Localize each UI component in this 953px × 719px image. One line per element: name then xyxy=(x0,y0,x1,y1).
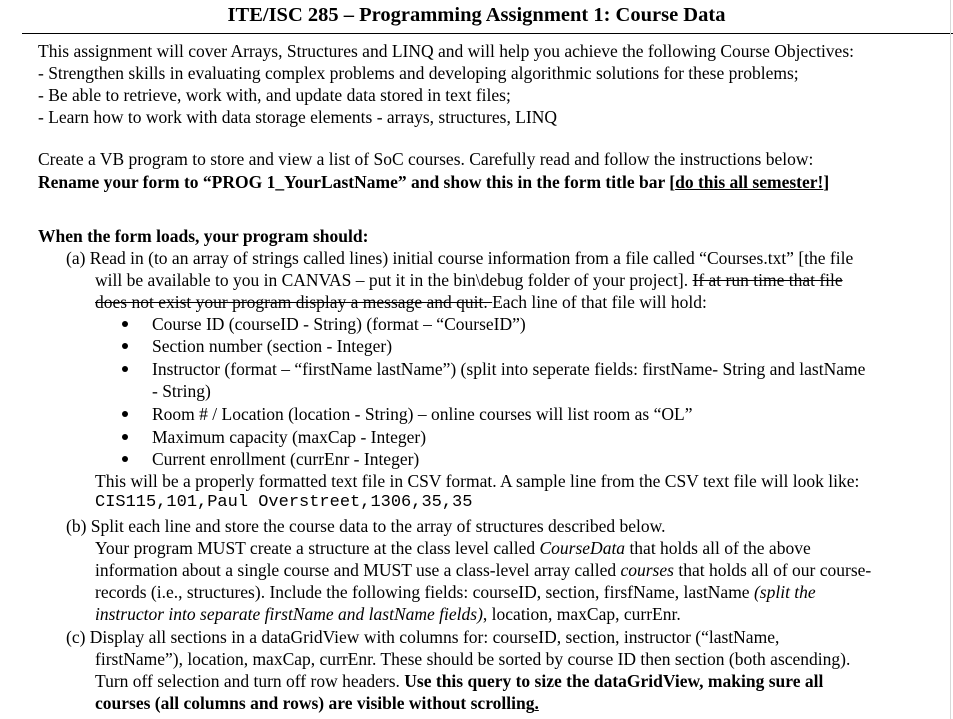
bullet-dot xyxy=(122,456,128,462)
item-b-line-1: (b) Split each line and store the course data to the array of structures described below. xyxy=(66,516,666,536)
item-b-line-5-italic: instructor into separate firstName and lastName fields) xyxy=(95,604,483,624)
bullet-curr-enr: Current enrollment (currEnr - Integer) xyxy=(152,449,420,469)
intro-line-2: - Strengthen skills in evaluating complex problems and developing algorithmic solutions for these problems; xyxy=(38,63,799,83)
item-a-line-2-text: will be available to you in CANVAS – put it in the bin\debug folder of your project]. xyxy=(95,270,693,290)
item-a-struck-1: If at run time that file xyxy=(692,270,843,290)
item-b-line-5 xyxy=(95,603,681,625)
item-a-struck-2: does not exist your program display a message and quit. xyxy=(95,292,493,312)
item-a-line-3-text: Each line of that file will hold: xyxy=(492,292,707,312)
title-rule xyxy=(22,33,953,34)
bullet-dot xyxy=(122,434,128,440)
item-a-line-1: (a) Read in (to an array of strings called lines) initial course information from a file called “Courses.txt” [the file xyxy=(66,248,854,268)
array-name: courses xyxy=(620,560,674,580)
item-b-line-4-italic: (split the xyxy=(753,582,816,602)
bullet-max-cap: Maximum capacity (maxCap - Integer) xyxy=(152,427,427,447)
item-b-line-5-text: , location, maxCap, currEnr. xyxy=(482,604,681,624)
intro-line-3: - Be able to retrieve, work with, and update data stored in text files; xyxy=(38,85,511,105)
item-c-line-1: (c) Display all sections in a dataGridView with columns for: courseID, section, instructor (“lastName, xyxy=(66,627,780,647)
bullet-course-id: Course ID (courseID - String) (format – “CourseID”) xyxy=(152,314,526,334)
bullet-dot xyxy=(122,411,128,417)
rename-instruction xyxy=(38,171,829,193)
item-c-line-4 xyxy=(95,692,539,714)
intro-line-1: This assignment will cover Arrays, Structures and LINQ and will help you achieve the following Course Objectives: xyxy=(38,41,854,61)
bullet-section: Section number (section - Integer) xyxy=(152,336,393,356)
loads-heading: When the form loads, your program should: xyxy=(38,226,369,246)
item-b-line-2-text: Your program MUST create a structure at the class level called xyxy=(95,538,540,558)
item-b-line-2-rest: that holds all of the above xyxy=(625,538,811,558)
csv-sample-line: CIS115,101,Paul Overstreet,1306,35,35 xyxy=(95,493,473,512)
item-c-line-3-text: Turn off selection and turn off row headers. xyxy=(95,671,405,691)
page-edge xyxy=(950,0,951,719)
item-c-line-3 xyxy=(95,670,823,692)
page-title: ITE/ISC 285 – Programming Assignment 1: Course Data xyxy=(227,4,726,26)
item-b-line-2 xyxy=(95,537,811,559)
item-b-line-3-text: information about a single course and MUST use a class-level array called xyxy=(95,560,621,580)
item-b-line-4-text: records (i.e., structures). Include the following fields: courseID, section, firsfName, lastName xyxy=(95,582,754,602)
create-instruction: Create a VB program to store and view a list of SoC courses. Carefully read and follow the instructions below: xyxy=(38,149,814,169)
item-a-line-3 xyxy=(95,291,707,313)
structure-name: CourseData xyxy=(539,538,626,558)
bullet-dot xyxy=(122,321,128,327)
rename-close: ] xyxy=(823,172,830,192)
item-c-line-3-bold: Use this query to size the dataGridView, making sure all xyxy=(404,671,824,691)
item-a-line-2 xyxy=(95,269,843,291)
item-c-line-4-end: . xyxy=(534,693,539,713)
item-c-line-2: firstName”), location, maxCap, currEnr. These should be sorted by course ID then section (both ascending). xyxy=(95,649,851,669)
bullet-location: Room # / Location (location - String) – online courses will list room as “OL” xyxy=(152,404,693,424)
bullet-dot xyxy=(122,366,128,372)
item-b-line-3 xyxy=(95,559,871,581)
bullet-instructor-cont: - String) xyxy=(152,381,211,401)
intro-line-4: - Learn how to work with data storage elements - arrays, structures, LINQ xyxy=(38,107,557,127)
bullet-instructor: Instructor (format – “firstName lastName”) (split into seperate fields: firstName- String and lastName xyxy=(152,359,866,379)
rename-emphasis: do this all semester! xyxy=(675,172,824,192)
item-c-line-4-text: courses (all columns and rows) are visible without scrolling xyxy=(95,693,535,713)
bullet-dot xyxy=(122,343,128,349)
item-b-line-3-rest: that holds all of our course- xyxy=(673,560,872,580)
csv-description: This will be a properly formatted text file in CSV format. A sample line from the CSV text file will look like: xyxy=(95,471,860,491)
rename-text: Rename your form to “PROG 1_YourLastName” and show this in the form title bar [ xyxy=(38,172,676,192)
item-b-line-4 xyxy=(95,581,816,603)
